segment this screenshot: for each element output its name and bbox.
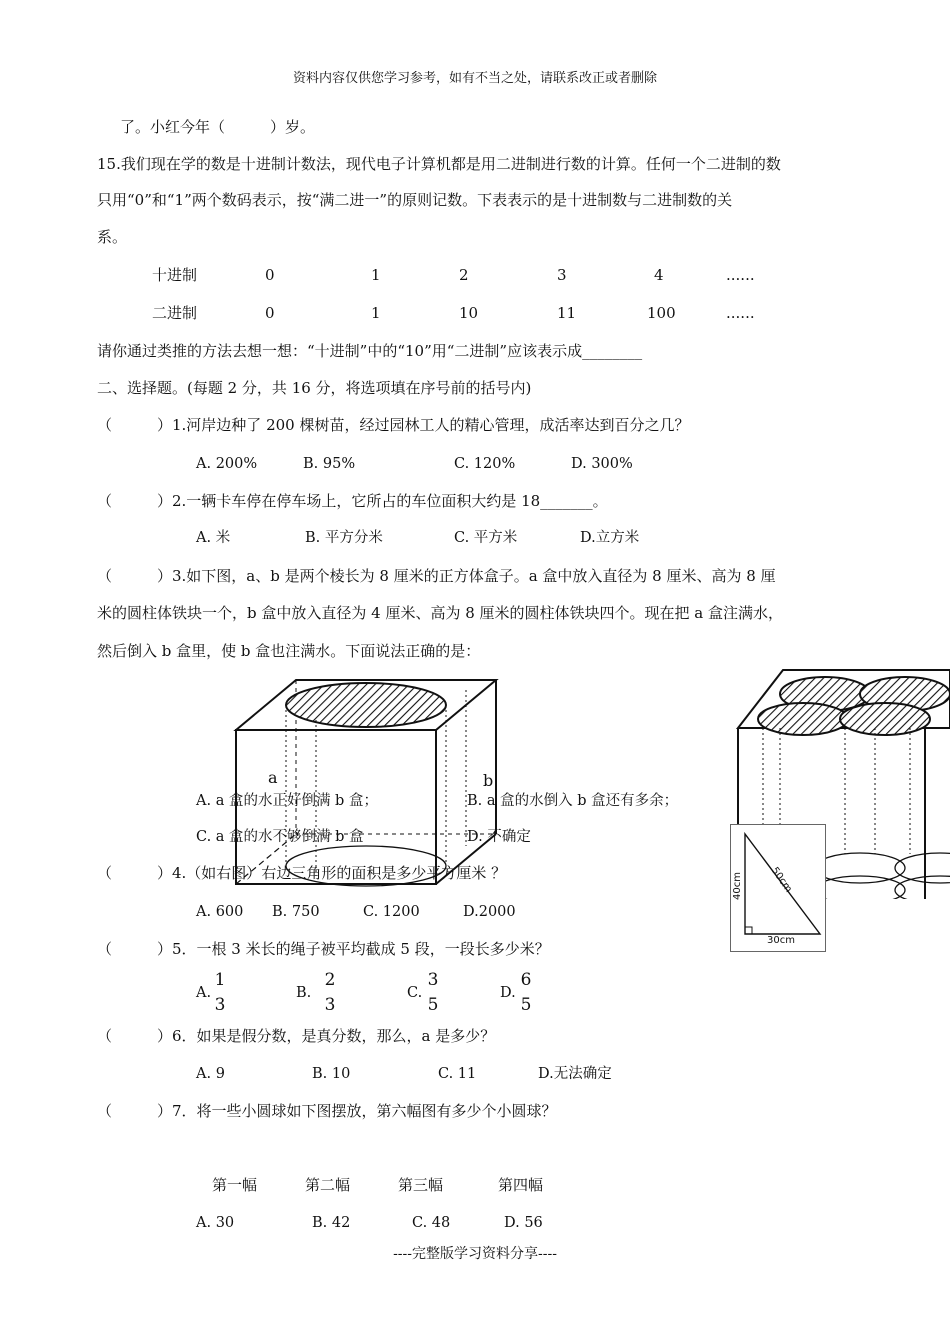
option-letter: A. xyxy=(196,985,212,1001)
table-cell: ...... xyxy=(726,266,755,284)
q1-option-a: A. 200% xyxy=(196,456,258,472)
q2-option-d: D.立方米 xyxy=(580,530,640,546)
table-cell: 11 xyxy=(557,304,577,322)
q15-question: 请你通过类推的方法去想一想：“十进制”中的“10”用“二进制”应该表示成________ xyxy=(97,342,643,360)
numerator: 1 xyxy=(214,970,226,990)
q15-line2: 只用“0”和“1”两个数码表示，按“满二进一”的原则记数。下表表示的是十进制数与二进制数的关 xyxy=(97,191,733,209)
triangle-side-vertical: 40cm xyxy=(732,872,743,900)
figure-label-4: 第四幅 xyxy=(498,1176,544,1194)
option-letter: D. xyxy=(500,985,516,1001)
q15-line1: 15.我们现在学的数是十进制计数法，现代电子计算机都是用二进制进行数的计算。任何一个二进制的数 xyxy=(97,155,781,173)
table-cell: 2 xyxy=(459,266,469,284)
q4-option-b: B. 750 xyxy=(272,904,320,920)
fraction xyxy=(322,972,338,1022)
page-footer: ----完整版学习资料分享---- xyxy=(393,1246,557,1262)
denominator: 5 xyxy=(427,995,439,1015)
q2-option-c: C. 平方米 xyxy=(454,530,518,546)
q7-option-a: A. 30 xyxy=(196,1215,235,1231)
q1-option-b: B. 95% xyxy=(303,456,356,472)
q6-option-d: D.无法确定 xyxy=(538,1066,612,1082)
q3-option-d: D. 不确定 xyxy=(467,829,531,845)
fraction xyxy=(425,972,441,1022)
q7-option-d: D. 56 xyxy=(504,1215,543,1231)
q15-line3: 系。 xyxy=(97,228,128,246)
q4-option-d: D.2000 xyxy=(463,904,516,920)
q4-stem: （ ）4.（如右图）右边三角形的面积是多少平方厘米 ？ xyxy=(97,864,507,882)
denominator: 3 xyxy=(214,995,226,1015)
table-cell: 100 xyxy=(647,304,676,322)
table-cell: 4 xyxy=(654,266,664,284)
q2-option-a: A. 米 xyxy=(196,530,231,546)
q4-option-a: A. 600 xyxy=(196,904,244,920)
option-letter: B. xyxy=(296,985,312,1001)
q3-line3: 然后倒入 b 盒里，使 b 盒也注满水。下面说法正确的是： xyxy=(97,642,481,660)
section-title: 二、选择题。(每题 2 分，共 16 分，将选项填在序号前的括号内) xyxy=(97,379,532,397)
q1-option-c: C. 120% xyxy=(454,456,516,472)
triangle-figure xyxy=(730,824,826,952)
q6-stem: （ ）6．如果是假分数，是真分数，那么，a 是多少？ xyxy=(97,1027,496,1045)
q4-option-c: C. 1200 xyxy=(363,904,420,920)
q2-stem: （ ）2.一辆卡车停在停车场上，它所占的车位面积大约是 18_______。 xyxy=(97,492,608,510)
figure-label-3: 第三幅 xyxy=(398,1176,444,1194)
q6-option-c: C. 11 xyxy=(438,1066,477,1082)
q6-option-b: B. 10 xyxy=(312,1066,351,1082)
q7-option-b: B. 42 xyxy=(312,1215,351,1231)
fraction xyxy=(212,972,228,1022)
denominator: 3 xyxy=(324,995,336,1015)
table-cell: 1 xyxy=(371,266,381,284)
triangle-side-bottom: 30cm xyxy=(767,935,795,946)
q5-stem: （ ）5．一根 3 米长的绳子被平均截成 5 段，一段长多少米？ xyxy=(97,940,550,958)
q3-option-a: A. a 盒的水正好倒满 b 盒； xyxy=(196,793,378,809)
numerator: 6 xyxy=(520,970,532,990)
table-cell: 0 xyxy=(265,304,275,322)
q2-option-b: B. 平方分米 xyxy=(305,530,383,546)
numerator: 2 xyxy=(324,970,336,990)
numerator: 3 xyxy=(427,970,439,990)
box-a-label: a xyxy=(268,768,278,787)
figure-label-1: 第一幅 xyxy=(212,1176,258,1194)
q3-option-b: B. a 盒的水倒入 b 盒还有多余； xyxy=(467,793,679,809)
table-cell: 10 xyxy=(459,304,479,322)
table-cell: 二进制 xyxy=(152,304,198,322)
table-cell: 3 xyxy=(557,266,567,284)
triangle-side-hyp: 50cm xyxy=(768,865,794,895)
table-cell: 十进制 xyxy=(152,266,198,284)
denominator: 5 xyxy=(520,995,532,1015)
q1-stem: （ ）1.河岸边种了 200 棵树苗，经过园林工人的精心管理，成活率达到百分之几？ xyxy=(97,416,690,434)
box-b-label: b xyxy=(483,771,494,790)
figure-label-2: 第二幅 xyxy=(305,1176,351,1194)
q3-line2: 米的圆柱体铁块一个，b 盒中放入直径为 4 厘米、高为 8 厘米的圆柱体铁块四个。现在把 a 盒注满水， xyxy=(97,604,784,622)
table-cell: ...... xyxy=(726,304,755,322)
q6-option-a: A. 9 xyxy=(196,1066,225,1082)
q3-line1: （ ）3.如下图，a、b 是两个棱长为 8 厘米的正方体盒子。a 盒中放入直径为 8 厘米、高为 8 厘 xyxy=(97,567,776,585)
page-header: 资料内容仅供您学习参考，如有不当之处，请联系改正或者删除 xyxy=(292,71,657,86)
q7-stem: （ ）7．将一些小圆球如下图摆放，第六幅图有多少个小圆球？ xyxy=(97,1102,557,1120)
table-cell: 0 xyxy=(265,266,275,284)
q7-option-c: C. 48 xyxy=(412,1215,451,1231)
q3-option-c: C. a 盒的水不够倒满 b 盒 xyxy=(196,829,364,845)
table-cell: 1 xyxy=(371,304,381,322)
option-letter: C. xyxy=(407,985,423,1001)
q14-tail: 了。小红今年（ ）岁。 xyxy=(120,118,316,136)
fraction xyxy=(518,972,534,1022)
q1-option-d: D. 300% xyxy=(571,456,633,472)
